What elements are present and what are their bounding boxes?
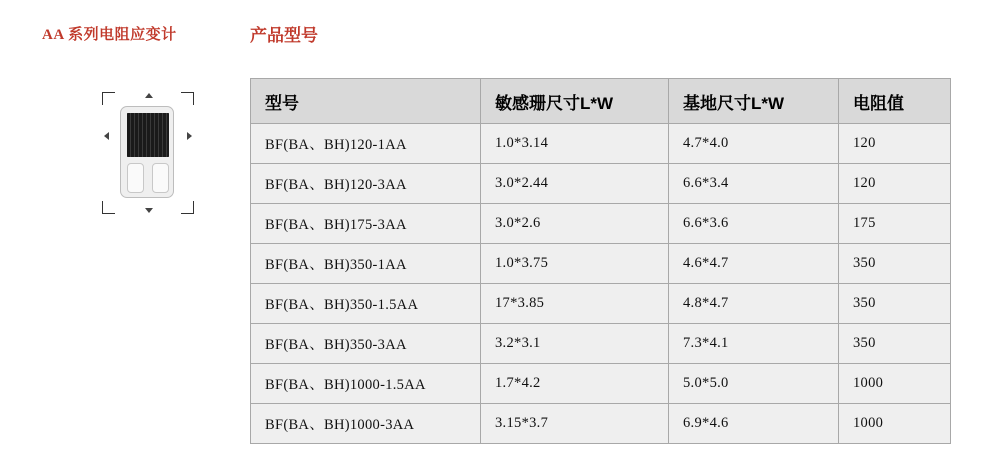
dimension-arrow-top-icon [145,93,153,98]
table-row [251,404,951,444]
cell-resistance: 1000 [839,364,951,404]
spec-table-container [250,78,950,444]
cell-grid-size: 3.15*3.7 [481,404,669,444]
cell-base-size: 5.0*5.0 [669,364,839,404]
cell-base-size: 7.3*4.1 [669,324,839,364]
table-row [251,204,951,244]
corner-bracket-top-left-icon [102,92,115,105]
table-row [251,284,951,324]
table-row [251,124,951,164]
gauge-sensing-grid [127,113,169,157]
cell-base-size: 6.9*4.6 [669,404,839,444]
strain-gauge-illustration [98,88,198,218]
gauge-solder-tab-left [127,163,144,193]
cell-grid-size: 17*3.85 [481,284,669,324]
gauge-solder-tab-right [152,163,169,193]
dimension-arrow-right-icon [187,132,192,140]
cell-model: BF(BA、BH)120-1AA [251,124,481,164]
spec-table-head [251,79,951,124]
column-header-resistance: 电阻值 [839,79,951,124]
corner-bracket-bottom-right-icon [181,201,194,214]
cell-grid-size: 3.0*2.6 [481,204,669,244]
cell-resistance: 120 [839,124,951,164]
cell-resistance: 120 [839,164,951,204]
cell-model: BF(BA、BH)120-3AA [251,164,481,204]
cell-resistance: 175 [839,204,951,244]
cell-base-size: 4.7*4.0 [669,124,839,164]
series-title: AA 系列电阻应变计 [42,27,177,43]
cell-resistance: 350 [839,324,951,364]
spec-table-body [251,124,951,444]
cell-model: BF(BA、BH)350-1AA [251,244,481,284]
column-header-base-size: 基地尺寸L*W [669,79,839,124]
gauge-solder-tabs [127,163,169,193]
cell-grid-size: 1.7*4.2 [481,364,669,404]
gauge-grid-lines [127,113,169,157]
cell-model: BF(BA、BH)175-3AA [251,204,481,244]
corner-bracket-top-right-icon [181,92,194,105]
cell-base-size: 6.6*3.4 [669,164,839,204]
gauge-body [120,106,174,198]
cell-base-size: 4.6*4.7 [669,244,839,284]
column-header-model: 型号 [251,79,481,124]
dimension-arrow-bottom-icon [145,208,153,213]
cell-grid-size: 1.0*3.75 [481,244,669,284]
cell-grid-size: 1.0*3.14 [481,124,669,164]
section-title: 产品型号 [250,26,318,45]
column-header-grid-size: 敏感珊尺寸L*W [481,79,669,124]
cell-resistance: 1000 [839,404,951,444]
cell-grid-size: 3.2*3.1 [481,324,669,364]
cell-resistance: 350 [839,244,951,284]
dimension-arrow-left-icon [104,132,109,140]
table-header-row [251,79,951,124]
cell-grid-size: 3.0*2.44 [481,164,669,204]
table-row [251,244,951,284]
spec-table [250,78,951,444]
cell-model: BF(BA、BH)350-1.5AA [251,284,481,324]
cell-base-size: 6.6*3.6 [669,204,839,244]
table-row [251,364,951,404]
cell-resistance: 350 [839,284,951,324]
table-row [251,324,951,364]
table-row [251,164,951,204]
corner-bracket-bottom-left-icon [102,201,115,214]
cell-model: BF(BA、BH)350-3AA [251,324,481,364]
cell-model: BF(BA、BH)1000-3AA [251,404,481,444]
cell-base-size: 4.8*4.7 [669,284,839,324]
cell-model: BF(BA、BH)1000-1.5AA [251,364,481,404]
